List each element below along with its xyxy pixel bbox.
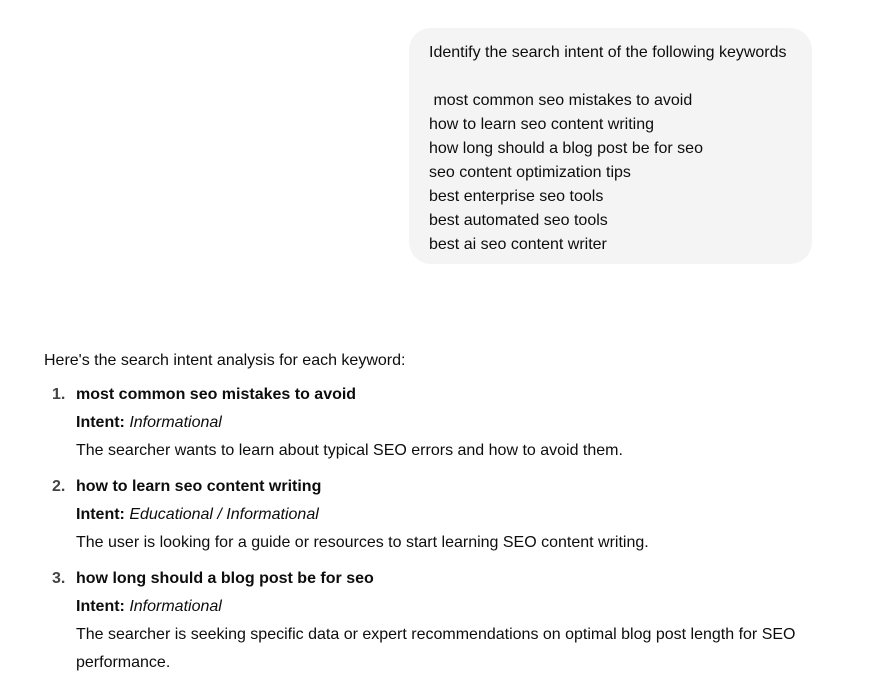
assistant-intro: Here's the search intent analysis for each keyword:	[44, 352, 406, 369]
list-item	[44, 565, 844, 677]
assistant-message	[44, 347, 844, 685]
intent-value: Educational / Informational	[129, 506, 319, 523]
user-keyword-line: best automated seo tools	[429, 212, 608, 229]
list-item	[44, 473, 844, 557]
user-message-bubble	[409, 28, 812, 264]
intent-line	[76, 409, 844, 437]
user-message-spacer	[429, 65, 792, 89]
list-number: 1.	[52, 386, 66, 403]
intent-value: Informational	[129, 414, 222, 431]
intent-description: The searcher wants to learn about typical SEO errors and how to avoid them.	[76, 442, 623, 459]
intent-line	[76, 593, 844, 621]
user-message-title: Identify the search intent of the following keywords	[429, 44, 787, 61]
intent-label: Intent:	[76, 414, 125, 431]
list-number: 3.	[52, 570, 66, 587]
user-keyword-line: best enterprise seo tools	[429, 188, 604, 205]
intent-label: Intent:	[76, 598, 125, 615]
intent-value: Informational	[129, 598, 222, 615]
user-keyword-line: how long should a blog post be for seo	[429, 140, 703, 157]
user-keyword-line: seo content optimization tips	[429, 164, 631, 181]
list-item	[44, 381, 844, 465]
intent-label: Intent:	[76, 506, 125, 523]
intent-line	[76, 501, 844, 529]
user-keyword-line: how to learn seo content writing	[429, 116, 655, 133]
user-keyword-line: best ai seo content writer	[429, 236, 607, 253]
intent-description: The user is looking for a guide or resources to start learning SEO content writing.	[76, 534, 649, 551]
keyword-heading: how long should a blog post be for seo	[76, 570, 374, 587]
intent-description: The searcher is seeking specific data or expert recommendations on optimal blog post length for SEO performance.	[76, 626, 796, 671]
keyword-heading: how to learn seo content writing	[76, 478, 322, 495]
keyword-heading: most common seo mistakes to avoid	[76, 386, 357, 403]
user-keyword-line: most common seo mistakes to avoid	[429, 92, 693, 109]
intent-list	[44, 381, 844, 677]
list-number: 2.	[52, 478, 66, 495]
